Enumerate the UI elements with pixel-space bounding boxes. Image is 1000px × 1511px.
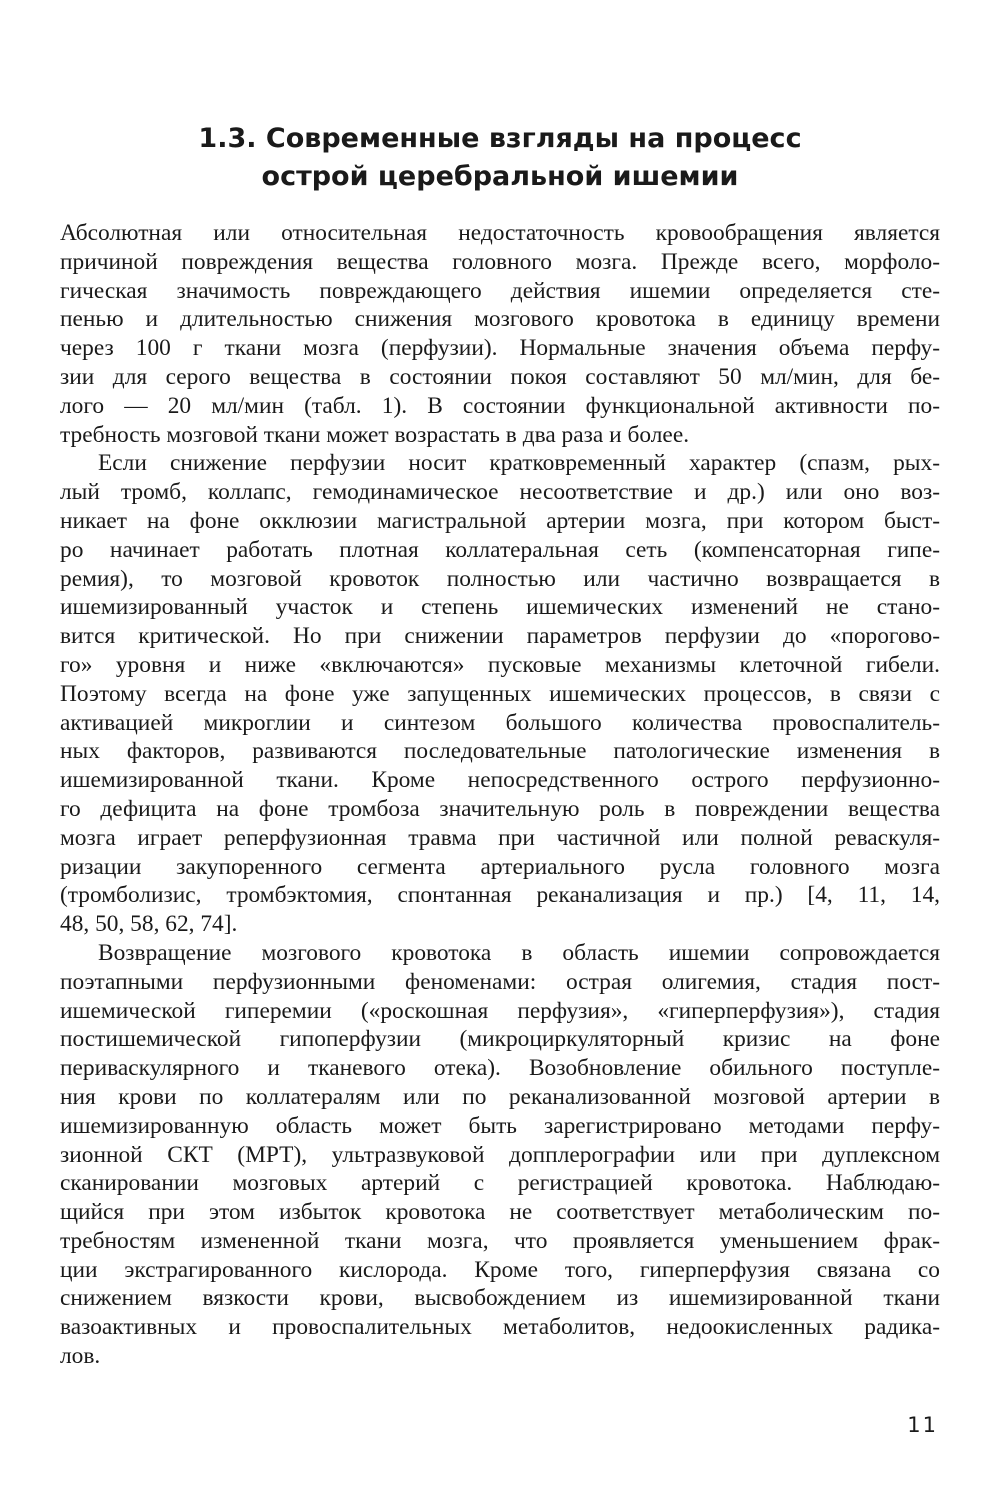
body-text (60, 219, 940, 1371)
text-line: вазоактивных и провоспалительных метаболитов, недоокисленных радика- (60, 1314, 940, 1341)
text-line: Возвращение мозгового кровотока в область ишемии сопровождается (98, 939, 940, 966)
text-line: ишемизированной ткани. Кроме непосредственного острого перфузионно- (60, 767, 940, 794)
text-line: ро начинает работать плотная коллатеральная сеть (компенсаторная гипе- (60, 536, 940, 563)
text-line: через 100 г ткани мозга (перфузии). Нормальные значения объема перфу- (60, 335, 940, 362)
text-line: ных факторов, развиваются последовательные патологические изменения в (60, 738, 940, 765)
text-line: постишемической гипоперфузии (микроциркуляторный кризис на фоне (60, 1026, 940, 1053)
text-line: периваскулярного и тканевого отека). Возобновление обильного поступле- (60, 1055, 940, 1082)
heading-line-2: острой церебральной ишемии (261, 161, 739, 192)
heading-line-1: 1.3. Современные взгляды на процесс (198, 123, 802, 154)
text-line: лов. (60, 1343, 101, 1370)
text-line: лый тромб, коллапс, гемодинамическое несоответствие и др.) или оно воз- (60, 479, 940, 506)
text-line: зии для серого вещества в состоянии покоя составляют 50 мл/мин, для бе- (60, 363, 940, 390)
text-line: гическая значимость повреждающего действия ишемии определяется сте- (60, 277, 940, 304)
text-line: Если снижение перфузии носит кратковременный характер (спазм, рых- (98, 450, 940, 477)
text-line: никает на фоне окклюзии магистральной артерии мозга, при котором быст- (60, 507, 940, 534)
text-line: го дефицита на фоне тромбоза значительную роль в повреждении вещества (60, 795, 940, 822)
text-line: щийся при этом избыток кровотока не соответствует метаболическим по- (60, 1199, 940, 1226)
text-line: активацией микроглии и синтезом большого количества провоспалитель- (60, 709, 940, 736)
text-line: лого — 20 мл/мин (табл. 1). В состоянии функциональной активности по- (60, 392, 940, 419)
text-line: требность мозговой ткани может возрастать в два раза и более. (60, 421, 690, 448)
text-line: снижением вязкости крови, высвобождением из ишемизированной ткани (60, 1285, 940, 1312)
text-line: мозга играет реперфузионная травма при частичной или полной реваскуля- (60, 824, 940, 851)
text-line: причиной повреждения вещества головного мозга. Прежде всего, морфоло- (60, 248, 940, 275)
text-line: ишемизированный участок и степень ишемических изменений не стано- (60, 594, 940, 621)
section-heading (0, 120, 1000, 196)
text-line: (тромболизис, тромбэктомия, спонтанная реканализация и пр.) [4, 11, 14, (60, 882, 940, 909)
text-line: зионной СКТ (МРТ), ультразвуковой допплерографии или при дуплексном (60, 1141, 940, 1168)
text-line: 48, 50, 58, 62, 74]. (60, 911, 238, 938)
text-line: Абсолютная или относительная недостаточность кровообращения является (60, 220, 940, 246)
paragraph (60, 449, 940, 939)
text-line: ишемизированную область может быть зарегистрировано методами перфу- (60, 1112, 940, 1139)
page-number: 11 (907, 1413, 938, 1437)
text-line: сканировании мозговых артерий с регистрацией кровотока. Наблюдаю- (60, 1170, 940, 1197)
text-line: требностям измененной ткани мозга, что проявляется уменьшением фрак- (60, 1227, 940, 1254)
text-line: ремия), то мозговой кровоток полностью или частично возвращается в (60, 565, 940, 592)
text-line: ции экстрагированного кислорода. Кроме того, гиперперфузия связана со (60, 1256, 940, 1283)
text-line: пенью и длительностью снижения мозгового кровотока в единицу времени (60, 306, 940, 333)
text-line: го» уровня и ниже «включаются» пусковые механизмы клеточной гибели. (60, 651, 940, 678)
text-line: поэтапными перфузионными феноменами: острая олигемия, стадия пост- (60, 968, 940, 995)
text-line: ризации закупоренного сегмента артериального русла головного мозга (60, 853, 940, 880)
text-line: вится критической. Но при снижении параметров перфузии до «порогово- (60, 623, 940, 650)
text-line: Поэтому всегда на фоне уже запущенных ишемических процессов, в связи с (60, 680, 940, 707)
text-line: ишемической гиперемии («роскошная перфузия», «гиперперфузия»), стадия (60, 997, 940, 1024)
paragraph (60, 219, 940, 449)
text-line: ния крови по коллатералям или по реканализованной мозговой артерии в (60, 1083, 940, 1110)
paragraph (60, 939, 940, 1371)
